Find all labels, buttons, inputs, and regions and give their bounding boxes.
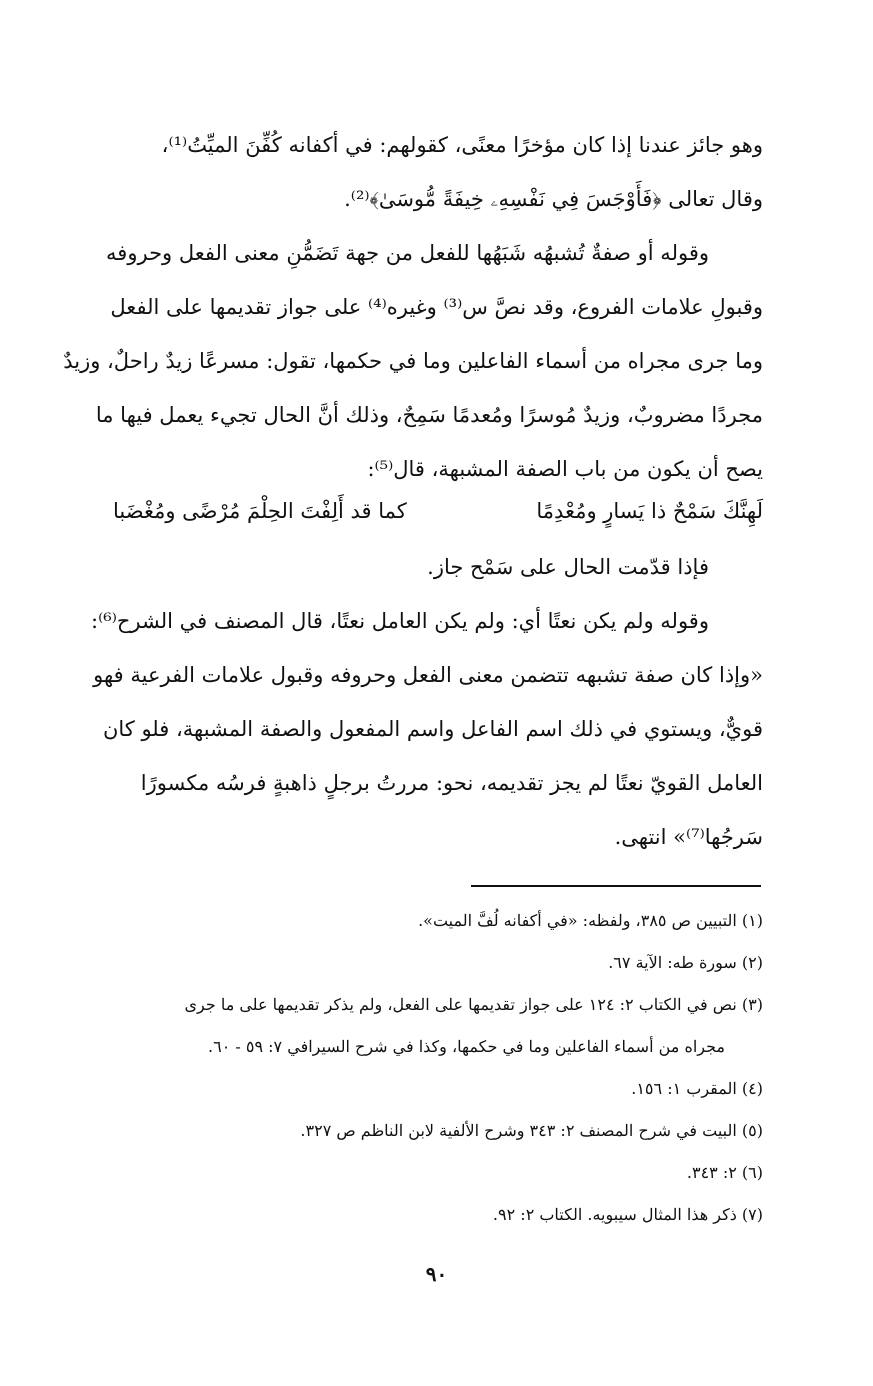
footnote: (٦) ٢: ٣٤٣. (686, 1163, 763, 1182)
footnote: (٥) البيت في شرح المصنف ٢: ٣٤٣ وشرح الألفية لابن الناظم ص ٣٢٧. (300, 1121, 763, 1140)
quote-line: سَرجُها⁽⁷⁾» انتهى. (614, 825, 763, 849)
text-line: وقوله ولم يكن نعتًا أي: ولم يكن العامل نعتًا، قال المصنف في الشرح⁽⁶⁾: (91, 609, 709, 633)
text-line: وقبولِ علامات الفروع، وقد نصَّ س⁽³⁾ وغيره⁽⁴⁾ على جواز تقديمها على الفعل (110, 295, 763, 319)
footnote: (٤) المقرب ١: ١٥٦. (631, 1079, 763, 1098)
footnote-separator (471, 885, 761, 887)
footnotes (113, 900, 763, 1236)
text-line: يصح أن يكون من باب الصفة المشبهة، قال⁽⁵⁾: (367, 457, 763, 481)
poetry-verse (113, 486, 763, 536)
text-line: فإذا قدّمت الحال على سَمْح جاز. (427, 555, 709, 579)
footnote: (٧) ذكر هذا المثال سيبويه. الكتاب ٢: ٩٢. (492, 1205, 763, 1224)
page-number: ٩٠ (425, 1262, 448, 1286)
verse-first-hemistich: لَهِنَّكَ سَمْحٌ ذا يَسارٍ ومُعْدِمًا (536, 499, 763, 523)
quote-line: العامل القويّ نعتًا لم يجز تقديمه، نحو: مررتُ برجلٍ ذاهبةٍ فرسُه مكسورًا (140, 771, 763, 795)
footnote: (١) التبيين ص ٣٨٥، ولفظه: «في أكفانه لُفَّ الميت». (418, 911, 763, 930)
quote-line: قويٌّ، ويستوي في ذلك اسم الفاعل واسم المفعول والصفة المشبهة، فلو كان (102, 717, 763, 741)
text-line: وهو جائز عندنا إذا كان مؤخرًا معنًى، كقولهم: في أكفانه كُفِّنَ الميِّتُ⁽¹⁾، (161, 133, 763, 157)
text-line: وما جرى مجراه من أسماء الفاعلين وما في حكمها، تقول: مسرعًا زيدٌ راحلٌ، وزيدٌ (63, 349, 763, 373)
footnote: (٢) سورة طه: الآية ٦٧. (608, 953, 763, 972)
text-line: وقال تعالى ﴿فَأَوْجَسَ فِي نَفْسِهِۦ خِيفَةً مُّوسَىٰ﴾⁽²⁾. (344, 187, 763, 211)
footnote: (٣) نص في الكتاب ٢: ١٢٤ على جواز تقديمها على الفعل، ولم يذكر تقديمها على ما جرى (184, 995, 763, 1014)
quote-line: «وإذا كان صفة تشبهه تتضمن معنى الفعل وحروفه وقبول علامات الفرعية فهو (93, 663, 763, 687)
text-line: مجردًا مضروبٌ، وزيدٌ مُوسرًا ومُعدمًا سَمِحٌ، وذلك أنَّ الحال تجيء يعمل فيها ما (95, 403, 763, 427)
main-text (63, 118, 763, 496)
text-line: وقوله أو صفةٌ تُشبهُه شَبَهُها للفعل من جهة تَضَمُّنِ معنى الفعل وحروفه (106, 241, 709, 265)
main-text-continued (91, 540, 763, 864)
footnote-continuation: مجراه من أسماء الفاعلين وما في حكمها، وكذا في شرح السيرافي ٧: ٥٩ - ٦٠. (208, 1037, 725, 1056)
verse-second-hemistich: كما قد أَلِفْتَ الحِلْمَ مُرْضًى ومُغْضَبا (113, 499, 407, 523)
